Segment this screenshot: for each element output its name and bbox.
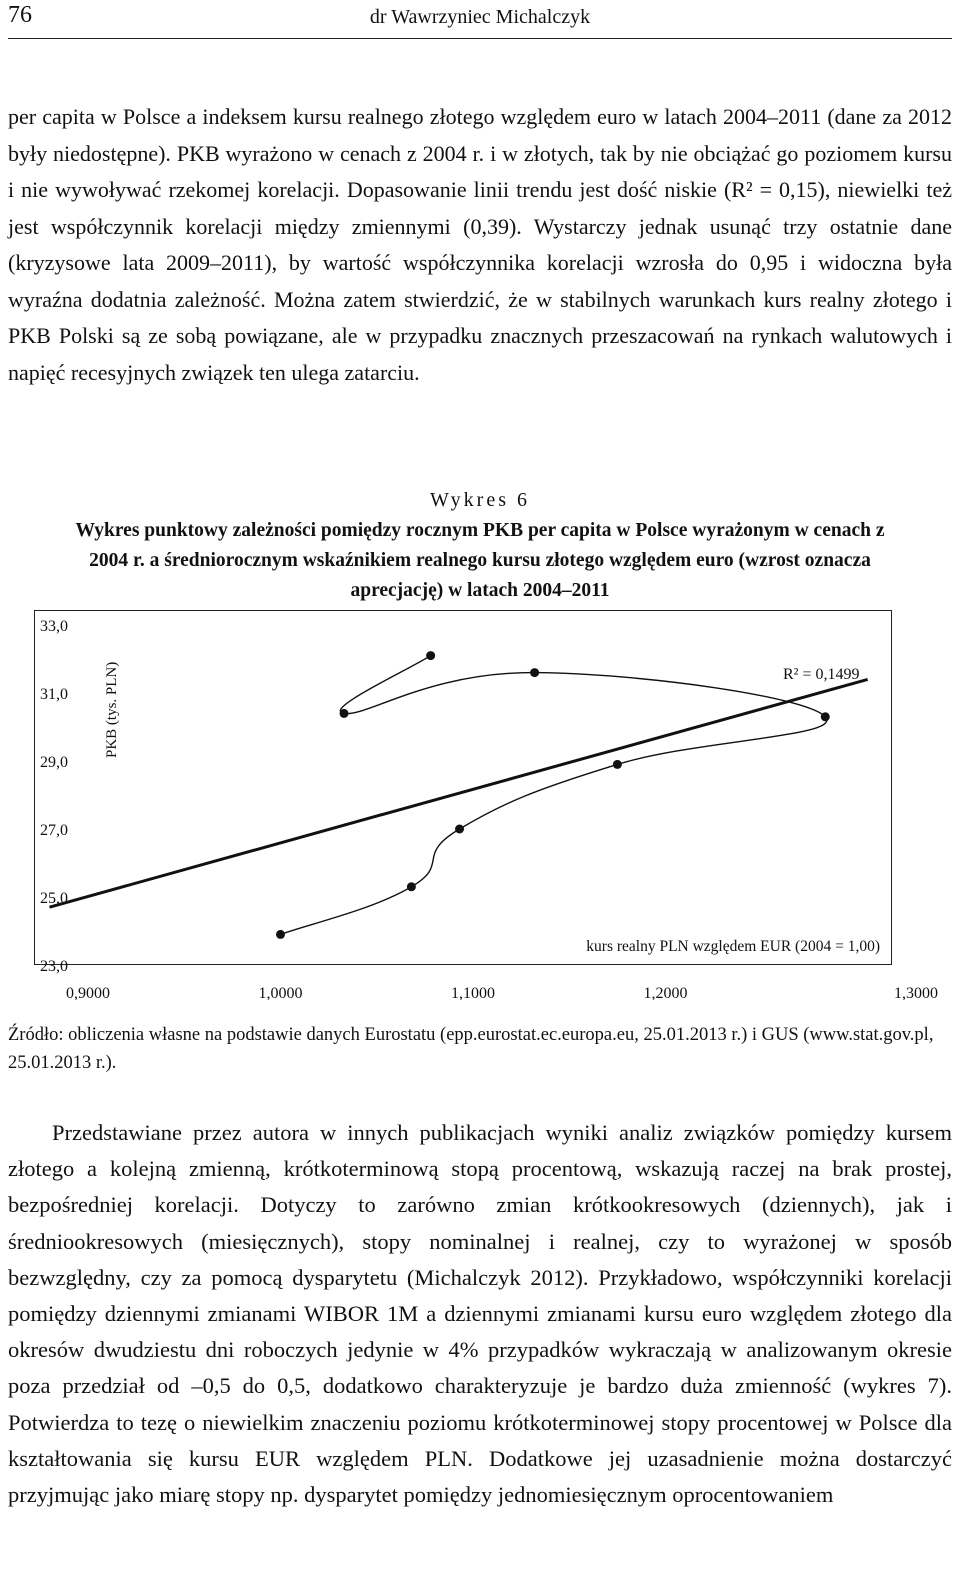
x-axis-label: kurs realny PLN względem EUR (2004 = 1,00) <box>586 938 880 955</box>
data-point <box>426 651 435 660</box>
x-tick-label: 0,9000 <box>66 985 110 1000</box>
x-tick-label: 1,1000 <box>451 985 495 1000</box>
trend-line <box>50 679 868 907</box>
y-tick-label: 27,0 <box>40 822 68 839</box>
body-paragraph-1: per capita w Polsce a indeksem kursu realnego złotego względem euro w latach 2004–2011 (dane za 2012 były niedostępne). PKB wyrażono w cenach z 2004 r. i w złotych, tak by nie obciążać go poziomem kursu i nie wywoływać rzekomej korelacji. Dopasowanie linii trendu jest dość niskie (R² = 0,15), niewielki też jest współczynnik korelacji między zmiennymi (0,39). Wystarczy jednak usunąć trzy ostatnie dane (kryzysowe lata 2009–2011), by wartość współczynnika korelacji wzrosła do 0,95 i widoczna była wyraźna dodatnia zależność. Można zatem stwierdzić, że w stabilnych warunkach kurs realny złotego i PKB Polski są ze sobą powiązane, ale w przypadku znacznych przeszacowań na rynkach walutowych i napięć recesyjnych związek ten ulega zatarciu. <box>8 104 952 385</box>
y-tick-label: 31,0 <box>40 686 68 703</box>
body-paragraph-2: Przedstawiane przez autora w innych publikacjach wyniki analiz związków pomiędzy kursem złotego a kolejną zmienną, krótkoterminową stopą procentową, wskazują raczej na brak prostej, bezpośredniej korelacji. Dotyczy to zarówno zmian krótkookresowych (dziennych), jak i średniookresowych (miesięcznych), stopy nominalnej i realnej, czy to wyrażonej w sposób bezwzględny, czy za pomocą dysparytetu (Michalczyk 2012). Przykładowo, współczynniki korelacji pomiędzy dziennymi zmianami WIBOR 1M a dziennymi zmianami kursu euro względem złotego dla okresów dwudziestu dni roboczych jedynie w 4% przypadków wykraczają w analizowanym okresie poza przedział od –0,5 do 0,5, dodatkowo charakteryzuje je bardzo duża zmienność (wykres 7). Potwierdza to tezę o niewielkim znaczeniu poziomu krótkoterminowej stopy procentowej w Polsce dla kształtowania się kursu EUR względem PLN. Dodatkowe jej uzasadnienie można dostarczyć przyjmując jako miarę stopy np. dysparytet pomiędzy jednomiesięcznym oprocentowaniem <box>8 1120 952 1508</box>
y-axis-label: PKB (tys. PLN) <box>104 661 120 758</box>
figure-label: Wykres 6 <box>430 489 530 511</box>
figure-title: Wykres punktowy zależności pomiędzy rocznym PKB per capita w Polsce wyrażonym w cenach z 2004 r. a średniorocznym wskaźnikiem realnego kursu złotego względem euro (wzrost oznacza aprecjację) w latach 2004–2011 <box>75 520 885 601</box>
data-point <box>613 760 622 769</box>
running-head: dr Wawrzyniec Michalczyk <box>369 6 591 28</box>
x-tick-label: 1,0000 <box>258 985 303 1000</box>
x-tick-label: 1,2000 <box>643 985 688 1000</box>
x-tick-label: 1,3000 <box>894 985 938 1000</box>
page-number: 76 <box>8 2 32 28</box>
data-point <box>276 930 285 939</box>
data-point <box>530 668 539 677</box>
y-tick-label: 29,0 <box>40 754 68 771</box>
y-tick-label: 23,0 <box>40 958 68 975</box>
data-point <box>821 712 830 721</box>
data-point <box>407 882 416 891</box>
figure-source: Źródło: obliczenia własne na podstawie danych Eurostatu (epp.eurostat.ec.europa.eu, 25.01.2013 r.) i GUS (www.stat.gov.pl, 25.01.2013 r.). <box>8 1025 934 1073</box>
r-squared-annotation: R² = 0,1499 <box>783 666 860 683</box>
data-point <box>340 709 349 718</box>
data-point <box>455 825 464 834</box>
y-tick-label: 33,0 <box>40 618 68 635</box>
y-tick-label: 25,0 <box>40 890 68 907</box>
series-connector-line <box>281 656 827 935</box>
